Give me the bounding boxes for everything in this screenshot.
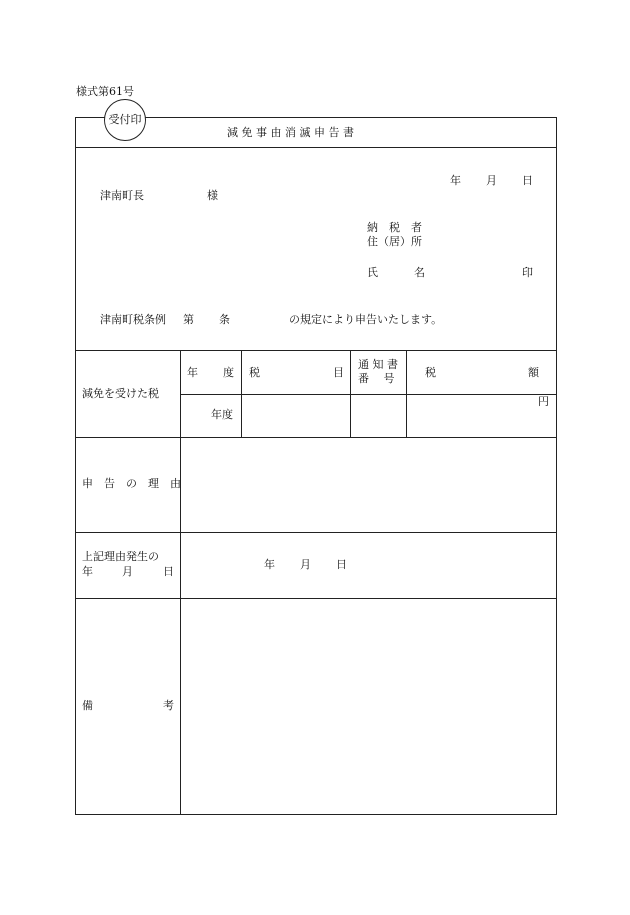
notice-column-divider [406, 350, 407, 437]
declaration-article-prefix: 第 [183, 313, 194, 326]
occurrence-label-year: 年 [82, 565, 93, 578]
date-day-label: 日 [522, 174, 533, 187]
taxpayer-header: 納 税 者 [367, 221, 422, 234]
declaration-text: の規定により申告いたします。 [289, 313, 443, 326]
item-column-divider [350, 350, 351, 437]
occurrence-date-year: 年 [264, 558, 275, 571]
title-divider [75, 147, 557, 148]
header-amount-1: 税 [425, 366, 436, 379]
row-year-unit: 年度 [211, 408, 233, 421]
row-amount-unit: 円 [538, 395, 549, 408]
form-number: 様式第61号 [76, 85, 134, 98]
occurrence-label-line1: 上記理由発生の [82, 550, 159, 563]
occurrence-label-day: 日 [163, 565, 174, 578]
occurrence-divider [75, 598, 557, 599]
reason-divider [75, 532, 557, 533]
declaration-article-suffix: 条 [219, 313, 230, 326]
header-year-2: 度 [223, 366, 234, 379]
remarks-label-1: 備 [82, 699, 93, 712]
taxpayer-name-label-2: 名 [414, 266, 425, 279]
form-border-left [75, 117, 76, 815]
occurrence-label-month: 月 [122, 565, 133, 578]
header-item-2: 目 [333, 366, 344, 379]
form-border-right [556, 117, 557, 815]
year-column-divider [241, 350, 242, 437]
header-notice-line2: 番 号 [358, 372, 395, 385]
declaration-ordinance: 津南町税条例 [100, 313, 166, 326]
tax-header-divider [180, 394, 557, 395]
taxpayer-seal-mark: 印 [522, 266, 533, 279]
label-column-divider [180, 350, 181, 815]
reduced-tax-label: 減免を受けた税 [82, 387, 159, 400]
form-border-bottom [75, 814, 557, 815]
taxpayer-address-label: 住（居）所 [367, 235, 422, 248]
declaration-divider [75, 350, 557, 351]
header-notice-line1: 通 知 書 [358, 358, 398, 371]
header-amount-2: 額 [528, 366, 539, 379]
form-title: 減 免 事 由 消 滅 申 告 書 [227, 126, 354, 139]
taxpayer-name-label-1: 氏 [367, 266, 378, 279]
remarks-label-2: 考 [163, 699, 174, 712]
form-border-top [75, 117, 557, 118]
header-item-1: 税 [249, 366, 260, 379]
addressee-honorific: 様 [207, 189, 218, 202]
reception-seal: 受付印 [104, 99, 146, 141]
addressee-name: 津南町長 [100, 189, 144, 202]
reason-label: 申 告 の 理 由 [82, 477, 181, 490]
occurrence-date-day: 日 [336, 558, 347, 571]
date-year-label: 年 [450, 174, 461, 187]
header-year-1: 年 [187, 366, 198, 379]
occurrence-date-month: 月 [300, 558, 311, 571]
date-month-label: 月 [486, 174, 497, 187]
tax-section-divider [75, 437, 557, 438]
